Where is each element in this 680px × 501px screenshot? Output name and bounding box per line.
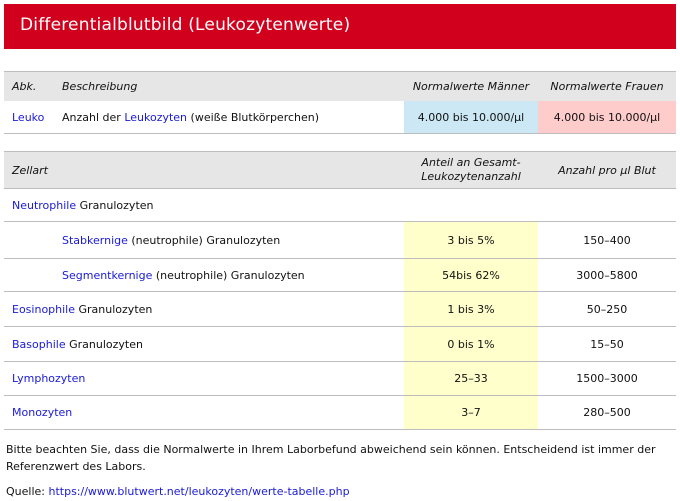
- header-abbr: Abk.: [12, 80, 37, 93]
- desc-post: (weiße Blutkörperchen): [187, 110, 320, 124]
- share-value: 54bis 62%: [442, 268, 500, 282]
- neutrophil-group-label: [12, 189, 154, 221]
- count-value: 280–500: [583, 406, 631, 419]
- share-value: 1 bis 3%: [447, 302, 495, 316]
- segmentkernige-link[interactable]: Segmentkernige: [62, 268, 153, 282]
- count-value: 150–400: [583, 233, 631, 247]
- share-value: 0 bis 1%: [447, 337, 495, 351]
- row-rest: (neutrophile) Granulozyten: [152, 268, 305, 282]
- leuko-abbr-link[interactable]: Leuko: [12, 110, 45, 124]
- neutrophile-link[interactable]: Neutrophile: [12, 198, 77, 212]
- row-rest: Granulozyten: [75, 302, 153, 316]
- table-row: [62, 259, 305, 291]
- share-value: 3 bis 5%: [447, 233, 495, 247]
- share-value: 3–7: [461, 406, 481, 419]
- count-value: 1500–3000: [576, 372, 638, 385]
- table-row: [12, 396, 72, 429]
- title-bar: [4, 4, 676, 49]
- count-value: 15–50: [590, 337, 624, 351]
- desc-pre: Anzahl der: [62, 110, 125, 124]
- source-link[interactable]: https://www.blutwert.net/leukozyten/werte-tabelle.php: [48, 485, 350, 498]
- source-label: Quelle:: [6, 485, 49, 498]
- basophile-link[interactable]: Basophile: [12, 337, 66, 351]
- leukozyten-link[interactable]: Leukozyten: [124, 110, 188, 124]
- header-cell-type: Zellart: [12, 163, 48, 177]
- disclaimer-note: Bitte beachten Sie, dass die Normalwerte in Ihrem Laborbefund abweichend sein können. Entscheidend ist immer der Referenzwert des Labors.: [6, 443, 656, 473]
- share-value: 25–33: [454, 372, 488, 385]
- header-normal-men: Normalwerte Männer: [412, 80, 530, 93]
- header-normal-women: Normalwerte Frauen: [550, 80, 664, 93]
- row-rest: Granulozyten: [65, 337, 143, 351]
- leuko-description: [62, 101, 319, 133]
- monozyten-link[interactable]: Monozyten: [12, 406, 73, 419]
- table-row: [12, 327, 143, 361]
- source-line: [6, 485, 350, 498]
- neutrophile-rest: Granulozyten: [76, 198, 154, 212]
- header-share: Anteil an Gesamt- Leukozytenanzahl: [421, 156, 521, 183]
- eosinophile-link[interactable]: Eosinophile: [12, 302, 76, 316]
- table-row: [62, 222, 280, 258]
- header-count: Anzahl pro µl Blut: [558, 163, 656, 177]
- row-rest: (neutrophile) Granulozyten: [127, 233, 281, 247]
- leuko-men-value: 4.000 bis 10.000/µl: [417, 110, 525, 124]
- header-description: Beschreibung: [62, 80, 138, 93]
- leuko-women-value: 4.000 bis 10.000/µl: [553, 110, 661, 124]
- stabkernige-link[interactable]: Stabkernige: [62, 233, 128, 247]
- count-value: 50–250: [586, 302, 628, 316]
- page-title: Differentialblutbild (Leukozytenwerte): [20, 15, 351, 35]
- table-row: [12, 292, 152, 326]
- lymphozyten-link[interactable]: Lymphozyten: [12, 372, 86, 385]
- table-row: [12, 362, 85, 395]
- count-value: 3000–5800: [576, 268, 638, 282]
